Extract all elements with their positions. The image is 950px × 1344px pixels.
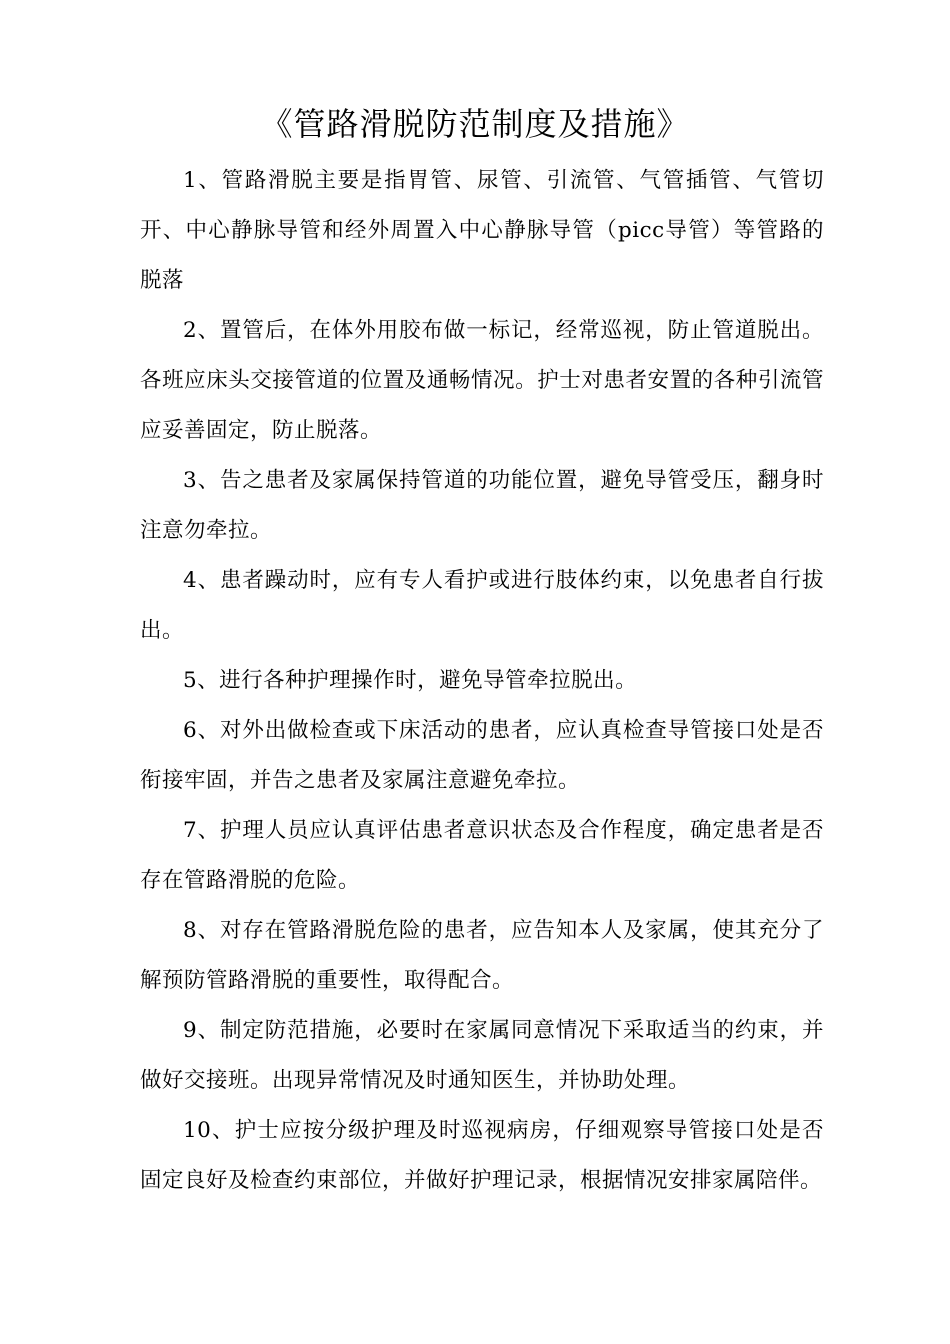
document-title: 《管路滑脱防范制度及措施》: [260, 105, 690, 143]
paragraph-7: 7、护理人员应认真评估患者意识状态及合作程度，确定患者是否存在管路滑脱的危险。: [140, 818, 824, 893]
paragraph-5: 5、进行各种护理操作时，避免导管牵拉脱出。: [183, 668, 638, 693]
paragraph-1: 1、管路滑脱主要是指胃管、尿管、引流管、气管插管、气管切开、中心静脉导管和经外周置入中心静脉导管（picc导管）等管路的脱落: [140, 168, 824, 293]
paragraph-6: 6、对外出做检查或下床活动的患者，应认真检查导管接口处是否衔接牢固，并告之患者及家属注意避免牵拉。: [140, 718, 824, 793]
paragraph-4: 4、患者躁动时，应有专人看护或进行肢体约束，以免患者自行拔出。: [140, 568, 824, 643]
document-body: [140, 156, 824, 1206]
paragraph-10: 10、护士应按分级护理及时巡视病房，仔细观察导管接口处是否固定良好及检查约束部位，并做好护理记录，根据情况安排家属陪伴。: [140, 1118, 824, 1193]
paragraph-9: 9、制定防范措施，必要时在家属同意情况下采取适当的约束，并做好交接班。出现异常情况及时通知医生，并协助处理。: [140, 1018, 824, 1093]
paragraph-3: 3、告之患者及家属保持管道的功能位置，避免导管受压，翻身时注意勿牵拉。: [140, 468, 824, 543]
paragraph-2: 2、置管后，在体外用胶布做一标记，经常巡视，防止管道脱出。各班应床头交接管道的位置及通畅情况。护士对患者安置的各种引流管应妥善固定，防止脱落。: [140, 318, 824, 443]
paragraph-8: 8、对存在管路滑脱危险的患者，应告知本人及家属，使其充分了解预防管路滑脱的重要性，取得配合。: [140, 918, 824, 993]
